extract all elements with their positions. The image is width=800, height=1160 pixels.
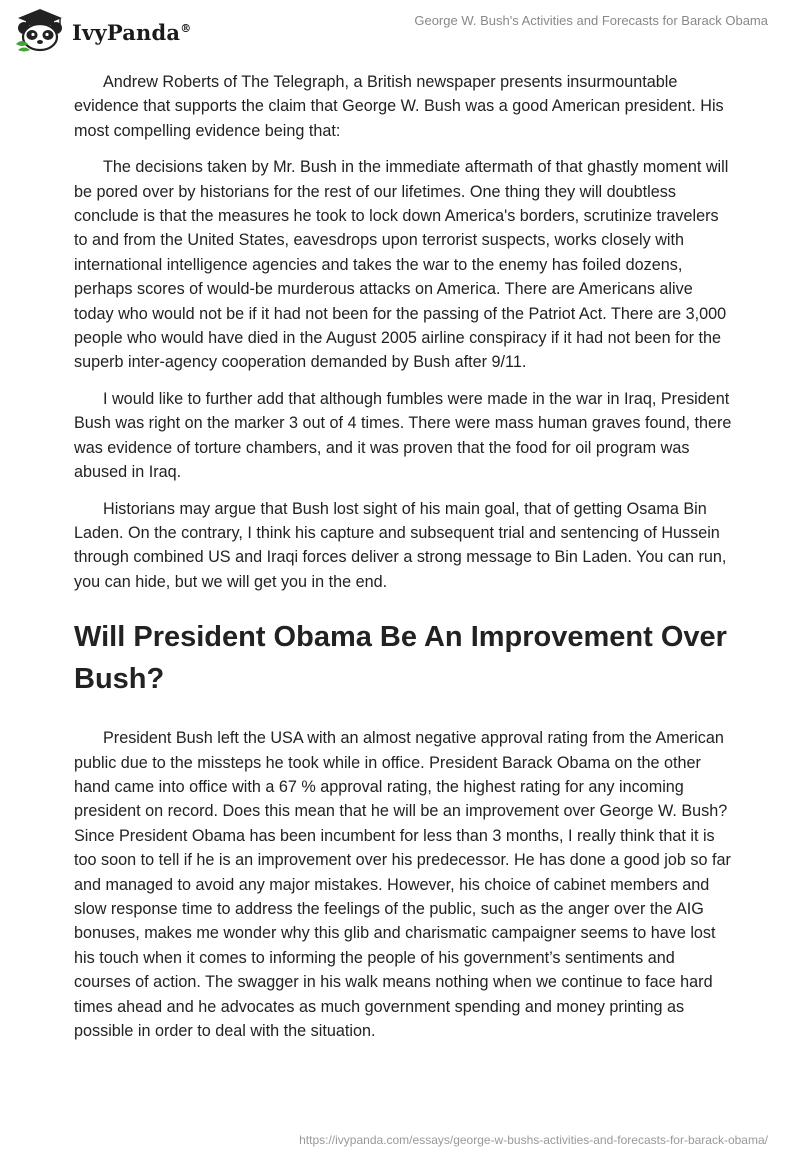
section-heading: Will President Obama Be An Improvement Over Bush? [74,621,727,696]
paragraph: President Bush left the USA with an almost negative approval rating from the American public due to the missteps he took while in office. President Barack Obama on the other hand came into office with a 67 % approval rating, the highest rating for any incoming president on record. Does this mean that he will be an improvement over George W. Bush? Since President Obama has been incumbent for less than 3 months, I really think that it is too soon to tell if he is an improvement over his predecessor. He has done a good job so far and managed to avoid any major mistakes. However, his choice of cabinet members and slow response time to address the feelings of the public, such as the anger over the AIG bonuses, makes me wonder why this glib and charismatic campaigner seems to have lost his touch when it comes to informing the people of his government’s sentiments and courses of action. The swagger in his walk means nothing when we continue to face hard times ahead and he advocates as much government spending and money printing as possible in order to deal with the situation. [74,729,731,1040]
essay-content [74,70,734,1055]
ivypanda-logo[interactable] [12,6,191,52]
paragraph: I would like to further add that although fumbles were made in the war in Iraq, President Bush was right on the marker 3 out of 4 times. There were mass human graves found, there was evidence of torture chambers, and it was proven that the food for oil program was abused in Iraq. [74,389,732,482]
quote-paragraph: The decisions taken by Mr. Bush in the immediate aftermath of that ghastly moment will be pored over by historians for the rest of our lifetimes. One thing they will doubtless conclude is that the measures he took to lock down America's borders, scrutinize travelers to and from the United States, eavesdrops upon terrorist suspects, works closely with international intelligence agencies and takes the war to the enemy has foiled dozens, perhaps scores of would-be murderous attacks on America. There are Americans alive today who would not be if it had not been for the passing of the Patriot Act. There are 3,000 people who would have died in the August 2005 airline conspiracy if it had not been for the superb inter-agency cooperation demanded by Bush after 9/11. [74,158,729,372]
document-title: George W. Bush's Activities and Forecasts for Barack Obama [414,13,768,28]
paragraph: Andrew Roberts of The Telegraph, a British newspaper presents insurmountable evidence that supports the claim that George W. Bush was a good American president. His most compelling evidence being that: [74,73,724,140]
paragraph: Historians may argue that Bush lost sight of his main goal, that of getting Osama Bin Laden. On the contrary, I think his capture and subsequent trial and sentencing of Hussein through combined US and Iraqi forces deliver a strong message to Bin Laden. You can run, you can hide, but we will get you in the end. [74,499,727,591]
panda-graduate-icon [12,6,68,52]
page-header [0,0,800,60]
brand-name: IvyPanda® [72,19,192,45]
source-url[interactable]: https://ivypanda.com/essays/george-w-bushs-activities-and-forecasts-for-barack-obama/ [299,1133,768,1147]
